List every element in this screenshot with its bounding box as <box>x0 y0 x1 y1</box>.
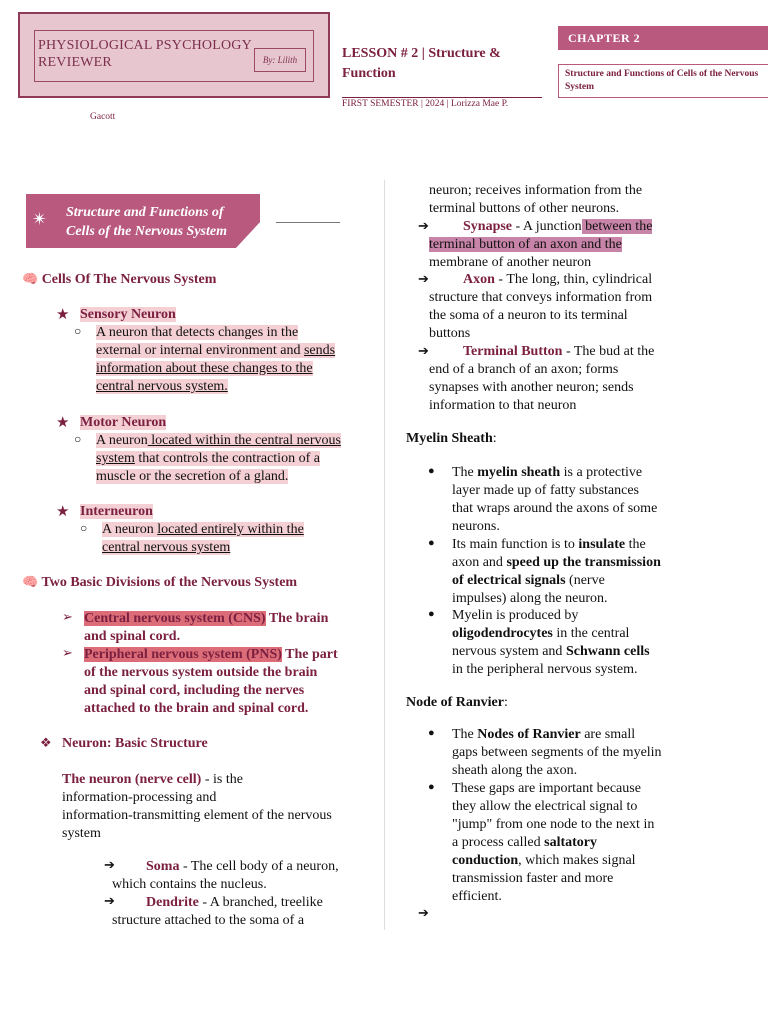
arrow-icon: ➔ <box>418 343 429 358</box>
arrow-icon: ➔ <box>104 857 115 872</box>
lesson-title: LESSON # 2 | Structure & Function <box>342 46 501 81</box>
node-point-2: These gaps are important because they allow the electrical signal to "jump" from one node to the next in a process called saltatory conduction, which makes signal transmission faster and more efficient. <box>452 781 655 904</box>
myelin-heading: Myelin Sheath: <box>406 431 497 446</box>
dendrite-item: Dendrite - A branched, treelike structure attached to the soma of a <box>112 895 323 928</box>
diamond-icon: ❖ <box>40 735 52 750</box>
semester-line: FIRST SEMESTER | 2024 | Lorizza Mae P. <box>342 97 542 109</box>
motor-neuron-desc: A neuron located within the central nervous system that controls the contraction of a muscle or the secretion of a gland. <box>96 433 341 484</box>
cns-item: Central nervous system (CNS) The brain and spinal cord. <box>84 611 329 644</box>
cells-heading: 🧠 Cells Of The Nervous System <box>22 271 217 287</box>
dot-bullet-icon: ● <box>428 781 435 793</box>
node-point-1: The Nodes of Ranvier are small gaps between segments of the myelin sheath along the axon. <box>452 727 662 778</box>
author-badge: By: Lilith <box>254 48 306 72</box>
circle-bullet-icon: ○ <box>74 324 82 338</box>
terminal-button-item: Terminal Button - The bud at the end of a branch of an axon; forms synapses with another neuron; sends information to that neuron <box>429 344 655 413</box>
dot-bullet-icon: ● <box>428 465 435 477</box>
arrow-icon: ➔ <box>104 893 115 908</box>
dot-bullet-icon: ● <box>428 537 435 549</box>
column-divider <box>384 180 385 930</box>
axon-item: Axon - The long, thin, cylindrical structure that conveys information from the soma of a neuron to its terminal buttons <box>429 272 653 341</box>
circle-bullet-icon: ○ <box>74 432 82 446</box>
motor-neuron-title: Motor Neuron <box>80 415 167 430</box>
node-ranvier-heading: Node of Ranvier: <box>406 695 508 710</box>
soma-item: Soma - The cell body of a neuron, which contains the nucleus. <box>112 859 339 892</box>
arrow-icon: ➔ <box>418 905 429 920</box>
author-continued: Gacott <box>90 112 116 122</box>
sensory-neuron-title: Sensory Neuron <box>80 307 176 322</box>
dot-bullet-icon: ● <box>428 608 435 620</box>
banner-title: Structure and Functions of Cells of the Nervous System <box>66 205 227 239</box>
divisions-heading: 🧠 Two Basic Divisions of the Nervous System <box>22 574 298 590</box>
arrowhead-icon: ➢ <box>62 645 73 660</box>
banner-rule <box>276 222 340 223</box>
myelin-point-1: The myelin sheath is a protective layer made up of fatty substances that wraps around the axons of some neurons. <box>452 465 658 534</box>
myelin-point-2: Its main function is to insulate the axon and speed up the transmission of electrical signals (nerve impulses) along the neuron. <box>452 537 661 606</box>
arrow-icon: ➔ <box>418 271 429 286</box>
neuron-structure-heading: Neuron: Basic Structure <box>62 736 208 751</box>
dot-bullet-icon: ● <box>428 727 435 739</box>
circle-bullet-icon: ○ <box>80 521 88 535</box>
document-title: PHYSIOLOGICAL PSYCHOLOGY REVIEWER <box>38 38 252 70</box>
arrow-icon: ➔ <box>418 218 429 233</box>
synapse-item: Synapse - A junction between the terminal button of an axon and the membrane of another neuron <box>429 219 653 270</box>
neuron-definition: The neuron (nerve cell) - is the information-processing and information-transmitting element of the nervous system <box>62 772 332 841</box>
chapter-label: CHAPTER 2 <box>558 26 768 50</box>
myelin-point-3: Myelin is produced by oligodendrocytes in the central nervous system and Schwann cells in the peripheral nervous system. <box>452 608 650 677</box>
interneuron-desc: A neuron located entirely within the central nervous system <box>102 522 304 555</box>
brain-icon: 🧠 <box>22 271 39 286</box>
star-icon: ★ <box>56 307 70 323</box>
banner-fold <box>235 221 261 249</box>
arrowhead-icon: ➢ <box>62 609 73 624</box>
sensory-neuron-desc: A neuron that detects changes in the external or internal environment and sends information about these changes to the central nervous system. <box>96 325 336 394</box>
sun-icon: ✴ <box>32 209 48 229</box>
interneuron-title: Interneuron <box>80 504 153 519</box>
chapter-subtitle: Structure and Functions of Cells of the Nervous System <box>558 64 768 98</box>
pns-item: Peripheral nervous system (PNS) The part of the nervous system outside the brain and spinal cord, including the nerves attached to the brain and spinal cord. <box>84 647 338 716</box>
brain-icon: 🧠 <box>22 574 39 589</box>
dendrite-continued: neuron; receives information from the terminal buttons of other neurons. <box>429 183 643 216</box>
section-banner <box>26 194 260 248</box>
star-icon: ★ <box>56 415 70 431</box>
star-icon: ★ <box>56 504 70 520</box>
